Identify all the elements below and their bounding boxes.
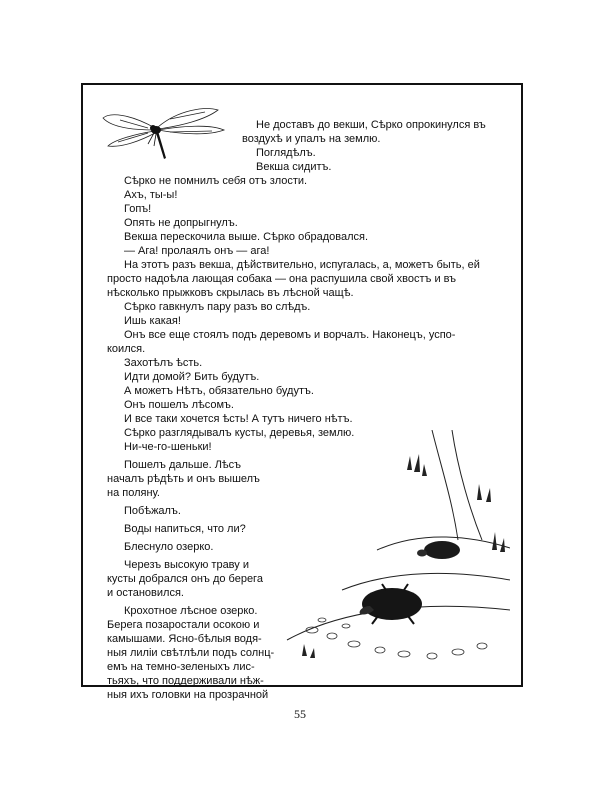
text-line: Захотѣлъ ѣсть. [124,357,203,369]
text-line: воздухѣ и упалъ на землю. [242,133,381,145]
text-line: Черезъ высокую траву и [124,559,249,571]
text-line: На этотъ разъ векша, дѣйствительно, испугалась, а, можетъ быть, ей [124,259,480,271]
text-line: ныя ихъ головки на прозрачной [107,689,269,701]
text-line: Гопъ! [124,203,152,215]
text-line: Ишь какая! [124,315,181,327]
text-line: нѣсколько прыжковъ скрылась въ лѣсной чащѣ. [107,287,354,299]
text-line: Не доставъ до векши, Сѣрко опрокинулся въ [256,119,486,131]
text-line: Побѣжалъ. [124,505,181,517]
text-line: Сѣрко не помнилъ себя отъ злости. [124,175,308,187]
text-line: Воды напиться, что ли? [124,523,246,535]
page-number: 55 [294,707,306,721]
text-line: Сѣрко разглядывалъ кусты, деревья, землю. [124,427,355,439]
text-line: И все таки хочется ѣсть! А тутъ ничего нѣтъ. [124,413,353,425]
dragonfly-illustration [100,104,240,164]
text-line: Ни-че-го-шеньки! [124,441,212,453]
text-line: А можетъ Нѣтъ, обязательно будутъ. [124,385,314,397]
text-line: Берега позаростали осокою и [107,619,260,631]
text-line: — Ага! пролаялъ онъ — ага! [124,245,270,257]
turtles-illustration [282,430,510,666]
text-line: коился. [107,343,146,355]
text-line: кусты добрался онъ до берега [107,573,263,585]
text-line: и остановился. [107,587,184,599]
text-line: Онъ пошелъ лѣсомъ. [124,399,234,411]
text-line: Онъ все еще стоялъ подъ деревомъ и ворчалъ. Наконецъ, успо- [124,329,456,341]
text-line: тьяхъ, что поддерживали нѣж- [107,675,264,687]
text-line: камышами. Ясно-бѣлыя водя- [107,633,262,645]
text-line: емъ на темно-зеленыхъ лис- [107,661,255,673]
text-line: Идти домой? Бить будутъ. [124,371,260,383]
text-line: началъ рѣдѣть и онъ вышелъ [107,473,260,485]
text-line: Поглядѣлъ. [256,147,316,159]
text-line: просто надоѣла лающая собака — она распушила свой хвостъ и въ [107,273,457,285]
text-line: Ахъ, ты-ы! [124,189,178,201]
text-line: ныя лиліи свѣтлѣли подъ солнц- [107,647,275,659]
text-line: Крохотное лѣсное озерко. [124,605,258,617]
text-line: Векша сидитъ. [256,161,332,173]
text-line: Сѣрко гавкнулъ пару разъ во слѣдъ. [124,301,311,313]
text-line: Векша перескочила выше. Сѣрко обрадовался. [124,231,369,243]
text-line: Пошелъ дальше. Лѣсъ [124,459,242,471]
text-line: на поляну. [107,487,160,499]
text-line: Блеснуло озерко. [124,541,214,553]
text-line: Опять не допрыгнулъ. [124,217,238,229]
